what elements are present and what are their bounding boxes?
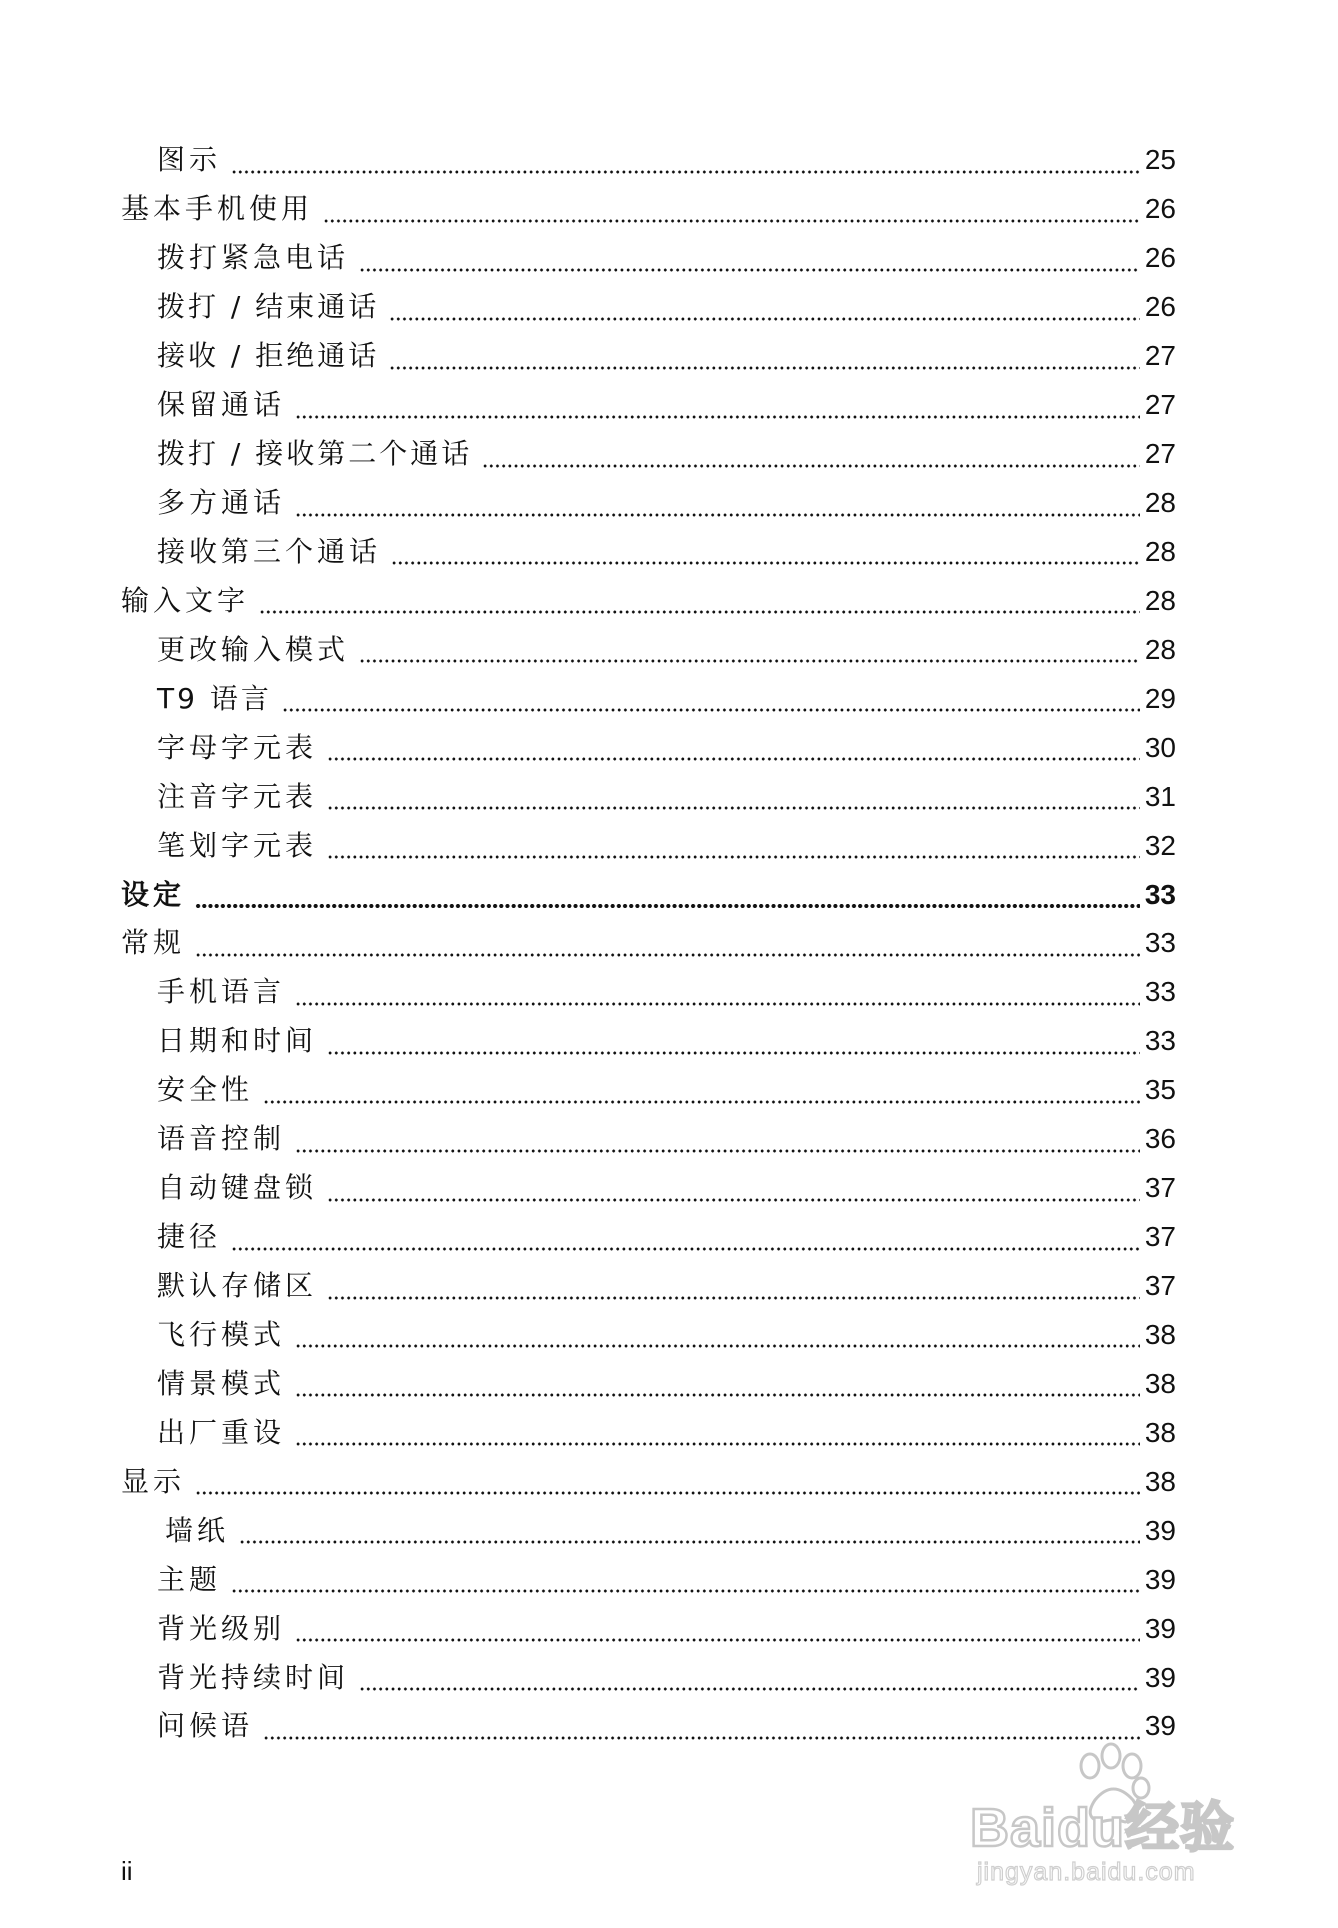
toc-entry-title: 多方通话 <box>157 486 286 520</box>
dot-leader <box>239 1540 1140 1544</box>
toc-entry <box>121 234 1176 283</box>
dot-leader <box>327 757 1140 761</box>
dot-leader <box>231 170 1140 174</box>
dot-leader <box>295 415 1140 419</box>
toc-entry-page: 30 <box>1144 731 1176 763</box>
toc-entry-title: 拨打紧急电话 <box>157 241 350 275</box>
toc-entry-title: 基本手机使用 <box>121 192 314 226</box>
dot-leader <box>195 1491 1140 1495</box>
toc-entry <box>121 1506 1176 1555</box>
toc-entry-page: 39 <box>1144 1563 1176 1595</box>
toc-entry-page: 38 <box>1144 1465 1176 1497</box>
toc-entry-page: 28 <box>1144 584 1176 616</box>
toc-entry <box>121 136 1176 185</box>
toc-entry <box>121 1164 1176 1213</box>
toc-entry-page: 26 <box>1144 291 1176 323</box>
toc-entry-title: 捷径 <box>157 1220 222 1254</box>
toc-entry-title: 手机语言 <box>157 975 286 1009</box>
toc-entry <box>121 528 1176 577</box>
toc-entry-page: 39 <box>1144 1661 1176 1693</box>
toc-entry-title: 图示 <box>157 143 222 177</box>
toc-entry-page: 39 <box>1144 1710 1176 1742</box>
toc-entry-title: 日期和时间 <box>157 1024 318 1058</box>
toc-entry-title: 问候语 <box>157 1709 254 1743</box>
dot-leader <box>327 1198 1140 1202</box>
dot-leader <box>327 1051 1140 1055</box>
toc-entry-page: 33 <box>1144 976 1176 1008</box>
toc-entry-title: 更改输入模式 <box>157 632 350 666</box>
toc-entry <box>121 968 1176 1017</box>
toc-entry <box>121 283 1176 332</box>
toc-entry-page: 26 <box>1144 193 1176 225</box>
toc-entry-title: 语音控制 <box>157 1122 286 1156</box>
dot-leader <box>231 1247 1140 1251</box>
dot-leader <box>327 855 1140 859</box>
toc-entry-title: 安全性 <box>157 1073 254 1107</box>
toc-entry <box>121 1408 1176 1457</box>
toc-entry-page: 27 <box>1144 389 1176 421</box>
dot-leader <box>323 219 1140 223</box>
toc-entry-page: 28 <box>1144 487 1176 519</box>
toc-entry <box>121 1115 1176 1164</box>
watermark-url-text: jingyan.baidu.com <box>977 1858 1196 1886</box>
toc-entry-page: 33 <box>1144 927 1176 959</box>
toc-entry-title: 笔划字元表 <box>157 828 318 862</box>
dot-leader <box>195 904 1140 908</box>
toc-entry <box>121 1555 1176 1604</box>
toc-entry-title: 接收第三个通话 <box>157 534 382 568</box>
toc-entry-title: 拨打 / 接收第二个通话 <box>157 437 473 471</box>
dot-leader <box>295 513 1140 517</box>
toc-entry <box>121 772 1176 821</box>
toc-entry-page: 37 <box>1144 1172 1176 1204</box>
toc-entry-page: 37 <box>1144 1221 1176 1253</box>
toc-entry <box>121 1653 1176 1702</box>
toc-entry-title: 背光级别 <box>157 1611 286 1645</box>
toc-entry-page: 27 <box>1144 438 1176 470</box>
toc-entry-page: 39 <box>1144 1514 1176 1546</box>
toc-entry-page: 28 <box>1144 535 1176 567</box>
toc-entry <box>121 625 1176 674</box>
toc-entry-page: 37 <box>1144 1270 1176 1302</box>
dot-leader <box>327 1296 1140 1300</box>
table-of-contents <box>121 136 1176 1751</box>
toc-entry <box>121 576 1176 625</box>
toc-entry-title: 主题 <box>157 1562 222 1596</box>
toc-entry <box>121 1262 1176 1311</box>
toc-entry-title: 设定 <box>121 877 186 911</box>
toc-entry-page: 31 <box>1144 780 1176 812</box>
toc-entry-page: 32 <box>1144 829 1176 861</box>
toc-entry <box>121 185 1176 234</box>
toc-entry-page: 29 <box>1144 682 1176 714</box>
toc-entry-page: 38 <box>1144 1416 1176 1448</box>
dot-leader <box>295 1638 1140 1642</box>
toc-entry <box>121 919 1176 968</box>
toc-entry <box>121 332 1176 381</box>
toc-entry <box>121 1213 1176 1262</box>
dot-leader <box>295 1393 1140 1397</box>
toc-entry <box>121 479 1176 528</box>
toc-entry-page: 38 <box>1144 1367 1176 1399</box>
toc-entry-title: 情景模式 <box>157 1366 286 1400</box>
toc-entry-title: 常规 <box>121 926 186 960</box>
toc-entry-title: 默认存储区 <box>157 1269 318 1303</box>
dot-leader <box>359 1687 1140 1691</box>
toc-entry <box>121 381 1176 430</box>
dot-leader <box>259 610 1140 614</box>
dot-leader <box>295 1002 1140 1006</box>
toc-entry <box>121 1066 1176 1115</box>
dot-leader <box>295 1149 1140 1153</box>
toc-entry <box>121 1604 1176 1653</box>
dot-leader <box>482 464 1140 468</box>
toc-entry <box>121 1359 1176 1408</box>
toc-entry-title: 输入文字 <box>121 583 250 617</box>
toc-entry-title: 自动键盘锁 <box>157 1171 318 1205</box>
toc-entry <box>121 674 1176 723</box>
toc-entry <box>121 1311 1176 1360</box>
toc-entry-title: 接收 / 拒绝通话 <box>157 339 380 373</box>
toc-entry <box>121 821 1176 870</box>
toc-entry-page: 26 <box>1144 242 1176 274</box>
toc-entry <box>121 1457 1176 1506</box>
toc-entry-title: T9 语言 <box>157 681 272 715</box>
toc-entry-page: 36 <box>1144 1123 1176 1155</box>
dot-leader <box>359 268 1140 272</box>
toc-entry-page: 38 <box>1144 1318 1176 1350</box>
toc-entry-title: 拨打 / 结束通话 <box>157 290 380 324</box>
toc-entry-page: 28 <box>1144 633 1176 665</box>
dot-leader <box>195 953 1140 957</box>
dot-leader <box>327 806 1140 810</box>
toc-entry-page: 27 <box>1144 340 1176 372</box>
toc-entry-title: 背光持续时间 <box>157 1660 350 1694</box>
dot-leader <box>295 1344 1140 1348</box>
dot-leader <box>295 1442 1140 1446</box>
dot-leader <box>389 366 1140 370</box>
toc-entry-title: 字母字元表 <box>157 730 318 764</box>
watermark-brand-text: Baidu经验 <box>970 1798 1236 1858</box>
dot-leader <box>391 561 1140 565</box>
toc-entry <box>121 1017 1176 1066</box>
toc-entry-page: 35 <box>1144 1074 1176 1106</box>
dot-leader <box>231 1589 1140 1593</box>
toc-entry <box>121 723 1176 772</box>
toc-entry-title: 出厂重设 <box>157 1415 286 1449</box>
dot-leader <box>359 659 1140 663</box>
toc-entry-title: 注音字元表 <box>157 779 318 813</box>
toc-entry <box>121 430 1176 479</box>
dot-leader <box>389 317 1140 321</box>
toc-entry-page: 33 <box>1144 878 1176 910</box>
toc-entry-title: 保留通话 <box>157 388 286 422</box>
toc-entry-page: 25 <box>1144 144 1176 176</box>
toc-entry-page: 39 <box>1144 1612 1176 1644</box>
dot-leader <box>263 1100 1140 1104</box>
toc-entry-page: 33 <box>1144 1025 1176 1057</box>
dot-leader <box>282 708 1140 712</box>
toc-entry-section <box>121 870 1176 919</box>
toc-entry-title: 飞行模式 <box>157 1317 286 1351</box>
toc-entry-title: 墙纸 <box>165 1513 230 1547</box>
toc-entry-title: 显示 <box>121 1464 186 1498</box>
baidu-jingyan-watermark <box>955 1740 1275 1890</box>
page-number: ii <box>121 1856 133 1886</box>
